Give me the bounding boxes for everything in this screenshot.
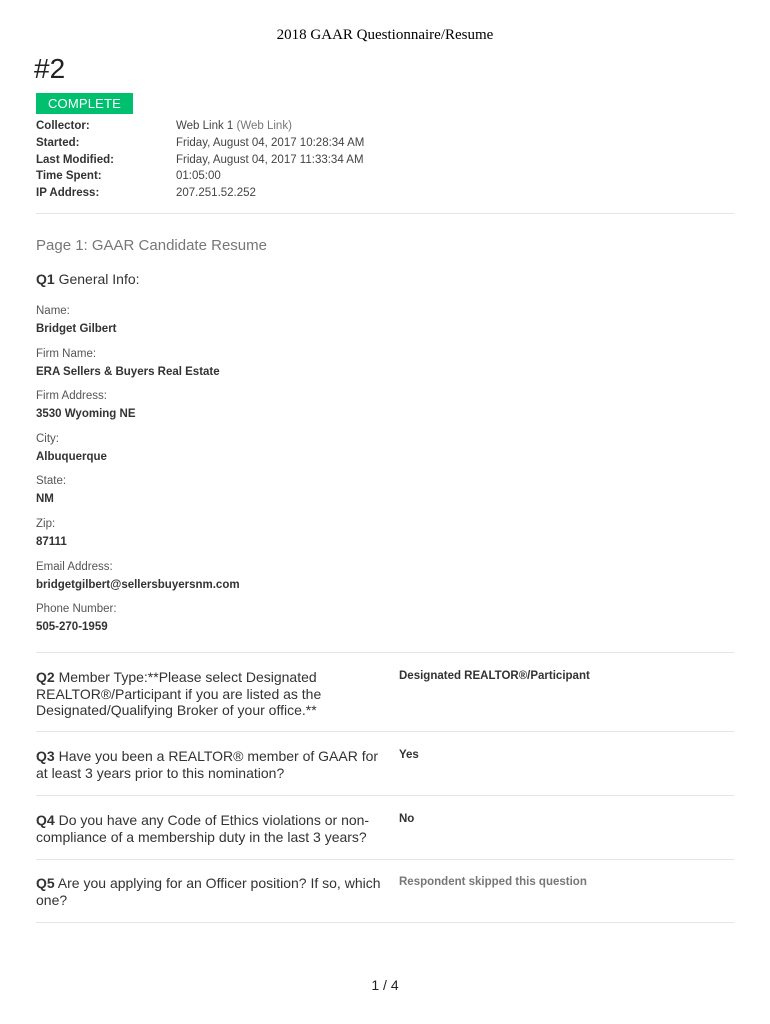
field-city — [36, 431, 240, 474]
question-number: Q1 — [36, 271, 55, 287]
meta-time-spent — [36, 170, 364, 187]
question-text: General Info: — [54, 271, 140, 287]
meta-started — [36, 137, 364, 154]
question-text: Have you been a REALTOR® member of GAAR for at least 3 years prior to this nomination? — [36, 748, 379, 781]
meta-value: 01:05:00 — [176, 170, 221, 183]
question-text: Do you have any Code of Ethics violations or non-compliance of a membership duty in the last 3 years? — [36, 812, 370, 845]
meta-label: IP Address: — [36, 187, 100, 200]
field-label: City: — [36, 432, 59, 445]
field-value: ERA Sellers & Buyers Real Estate — [36, 365, 220, 378]
question-number: Q3 — [36, 748, 55, 764]
field-label: State: — [36, 475, 67, 488]
field-label: Zip: — [36, 517, 56, 530]
question-q1 — [36, 271, 140, 287]
question-text: Are you applying for an Officer position? If so, which one? — [36, 875, 381, 908]
field-value: 505-270-1959 — [36, 621, 108, 634]
page-number: 1 / 4 — [371, 977, 399, 993]
field-value: Albuquerque — [36, 450, 107, 463]
field-phone-number — [36, 601, 240, 644]
answer-value: No — [399, 813, 415, 825]
divider — [36, 213, 734, 214]
field-firm-name — [36, 346, 240, 389]
field-label: Email Address: — [36, 560, 113, 573]
question-prompt — [36, 812, 388, 845]
meta-label: Collector: — [36, 120, 90, 132]
meta-ip-address — [36, 187, 364, 204]
field-value: bridgetgilbert@sellersbuyersnm.com — [36, 578, 240, 591]
meta-value: 207.251.52.252 — [176, 187, 256, 200]
collector-type: (Web Link) — [233, 120, 292, 132]
answer-skipped: Respondent skipped this question — [399, 876, 587, 888]
meta-collector — [36, 120, 364, 137]
question-prompt — [36, 875, 388, 908]
meta-value — [176, 120, 292, 137]
field-value: 87111 — [36, 535, 67, 548]
collector-name: Web Link 1 — [176, 120, 234, 132]
field-label: Firm Address: — [36, 390, 107, 403]
page-title: Page 1: GAAR Candidate Resume — [36, 237, 267, 254]
field-label: Firm Name: — [36, 347, 97, 360]
field-email-address — [36, 559, 240, 602]
question-number: Q4 — [36, 812, 55, 828]
meta-label: Last Modified: — [36, 153, 114, 166]
answer-value: Yes — [399, 749, 419, 761]
question-prompt — [36, 669, 388, 719]
field-value: Bridget Gilbert — [36, 323, 117, 335]
response-metadata — [36, 120, 364, 204]
status-badge: COMPLETE — [36, 93, 133, 114]
document-header: 2018 GAAR Questionnaire/Resume — [276, 27, 494, 43]
field-value: 3530 Wyoming NE — [36, 408, 136, 421]
meta-last-modified — [36, 154, 364, 171]
divider — [36, 859, 734, 860]
field-firm-address — [36, 388, 240, 431]
answer-value: Designated REALTOR®/Participant — [399, 670, 590, 682]
field-label: Name: — [36, 305, 70, 317]
divider — [36, 652, 734, 653]
field-name — [36, 303, 240, 346]
meta-value: Friday, August 04, 2017 10:28:34 AM — [176, 136, 365, 149]
field-value: NM — [36, 493, 54, 506]
question-prompt — [36, 748, 388, 781]
question-text: Member Type:**Please select Designated REALTOR®/Participant if you are listed as the Designated/Qualifying Broker of your office.** — [36, 669, 322, 718]
field-zip — [36, 516, 240, 559]
question-number: Q5 — [36, 875, 55, 891]
meta-label: Started: — [36, 136, 80, 149]
field-state — [36, 473, 240, 516]
divider — [36, 731, 734, 732]
divider — [36, 922, 734, 923]
meta-label: Time Spent: — [36, 170, 102, 183]
meta-value: Friday, August 04, 2017 11:33:34 AM — [176, 153, 364, 166]
divider — [36, 795, 734, 796]
field-label: Phone Number: — [36, 603, 117, 616]
response-number: #2 — [34, 53, 66, 84]
question-number: Q2 — [36, 669, 55, 685]
general-info-fields — [36, 303, 240, 644]
